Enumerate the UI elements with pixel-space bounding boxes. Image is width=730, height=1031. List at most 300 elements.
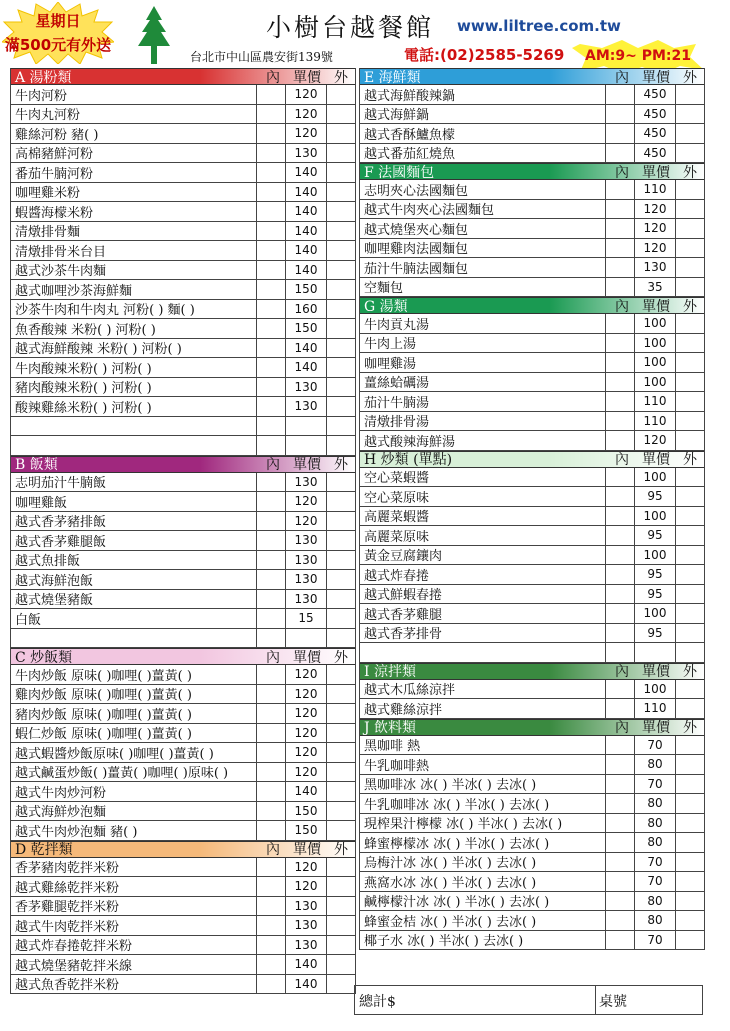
menu-item-row: [360, 258, 704, 278]
takeout-qty-cell[interactable]: [675, 180, 704, 199]
takeout-qty-cell[interactable]: [675, 736, 704, 755]
menu-item-price: [634, 643, 675, 662]
column-header-inner: 內: [615, 69, 629, 86]
hours-text: AM:9~ PM:21: [585, 48, 691, 64]
inner-qty-cell[interactable]: [605, 643, 634, 662]
inner-qty-cell[interactable]: [605, 526, 634, 545]
menu-item-row: [11, 802, 355, 822]
inner-qty-cell[interactable]: [256, 897, 285, 916]
column-header-inner: 內: [615, 164, 629, 181]
menu-item-price: 120: [634, 219, 675, 238]
menu-item-row: [11, 319, 355, 339]
inner-qty-cell[interactable]: [256, 492, 285, 511]
takeout-qty-cell[interactable]: [675, 911, 704, 930]
inner-qty-cell[interactable]: [256, 183, 285, 202]
menu-item-row: [360, 872, 704, 892]
menu-item-name: 越式酸辣海鮮湯: [364, 434, 456, 450]
inner-qty-cell[interactable]: [256, 590, 285, 609]
takeout-qty-cell[interactable]: [326, 665, 355, 684]
menu-item-row: [11, 570, 355, 590]
section-header-a: [11, 68, 355, 85]
inner-qty-cell[interactable]: [605, 585, 634, 604]
inner-qty-cell[interactable]: [605, 124, 634, 143]
takeout-qty-cell[interactable]: [675, 258, 704, 277]
menu-item-name: 志明茄汁牛腩飯: [15, 476, 107, 492]
inner-qty-cell[interactable]: [256, 378, 285, 397]
menu-item-price: 100: [634, 353, 675, 372]
takeout-qty-cell[interactable]: [675, 892, 704, 911]
takeout-qty-cell[interactable]: [326, 629, 355, 648]
menu-item-price: 140: [285, 782, 326, 801]
column-header-price: 單價: [293, 69, 321, 86]
menu-item-name: 黑咖啡 熱: [364, 739, 421, 755]
takeout-qty-cell[interactable]: [675, 353, 704, 372]
menu-item-price: 450: [634, 85, 675, 104]
inner-qty-cell[interactable]: [605, 565, 634, 584]
inner-qty-cell[interactable]: [256, 339, 285, 358]
menu-item-name: 越式炸春捲乾拌米粉: [15, 939, 133, 955]
takeout-qty-cell[interactable]: [326, 222, 355, 241]
takeout-qty-cell[interactable]: [326, 339, 355, 358]
column-header-inner: 內: [615, 452, 629, 468]
takeout-qty-cell[interactable]: [326, 975, 355, 994]
takeout-qty-cell[interactable]: [326, 144, 355, 163]
takeout-qty-cell[interactable]: [326, 183, 355, 202]
menu-item-row: [11, 821, 355, 841]
inner-qty-cell[interactable]: [605, 853, 634, 872]
inner-qty-cell[interactable]: [605, 144, 634, 163]
inner-qty-cell[interactable]: [605, 680, 634, 699]
menu-item-name: 現榨果汁檸檬 冰( ) 半冰( ) 去冰( ): [364, 817, 563, 833]
inner-qty-cell[interactable]: [605, 624, 634, 643]
inner-qty-cell[interactable]: [605, 258, 634, 277]
menu-item-price: 130: [285, 473, 326, 492]
inner-qty-cell[interactable]: [605, 412, 634, 431]
menu-item-row: [11, 609, 355, 629]
menu-item-row: [11, 436, 355, 456]
takeout-qty-cell[interactable]: [326, 936, 355, 955]
takeout-qty-cell[interactable]: [326, 397, 355, 416]
inner-qty-cell[interactable]: [605, 353, 634, 372]
section-header-b: [11, 456, 355, 473]
section-title: I 涼拌類: [364, 664, 416, 680]
takeout-qty-cell[interactable]: [326, 685, 355, 704]
inner-qty-cell[interactable]: [605, 487, 634, 506]
inner-qty-cell[interactable]: [256, 280, 285, 299]
inner-qty-cell[interactable]: [256, 163, 285, 182]
menu-item-price: 140: [285, 261, 326, 280]
takeout-qty-cell[interactable]: [675, 604, 704, 623]
section-title: H 炒類 (單點): [364, 452, 453, 468]
menu-item-row: [11, 877, 355, 897]
inner-qty-cell[interactable]: [605, 872, 634, 891]
menu-item-name: 豬肉酸辣米粉( ) 河粉( ): [15, 381, 152, 397]
total-label: 總計$: [359, 994, 396, 1010]
takeout-qty-cell[interactable]: [675, 833, 704, 852]
menu-item-price: 15: [285, 609, 326, 628]
menu-item-price: [285, 417, 326, 436]
menu-item-row: [11, 704, 355, 724]
takeout-qty-cell[interactable]: [675, 507, 704, 526]
inner-qty-cell[interactable]: [256, 821, 285, 840]
menu-item-name: 酸辣雞絲米粉( ) 河粉( ): [15, 400, 152, 416]
takeout-qty-cell[interactable]: [675, 699, 704, 718]
inner-qty-cell[interactable]: [605, 699, 634, 718]
menu-item-name: 白飯: [15, 612, 42, 628]
takeout-qty-cell[interactable]: [675, 392, 704, 411]
menu-item-name: 茄汁牛腩湯: [364, 395, 430, 411]
menu-item-name: 越式香酥鱸魚檬: [364, 127, 456, 143]
inner-qty-cell[interactable]: [256, 782, 285, 801]
menu-item-price: 120: [285, 685, 326, 704]
takeout-qty-cell[interactable]: [675, 200, 704, 219]
inner-qty-cell[interactable]: [256, 665, 285, 684]
inner-qty-cell[interactable]: [256, 724, 285, 743]
menu-item-name: 清燉排骨湯: [364, 415, 430, 431]
takeout-qty-cell[interactable]: [326, 609, 355, 628]
takeout-qty-cell[interactable]: [326, 821, 355, 840]
menu-item-price: 150: [285, 802, 326, 821]
takeout-qty-cell[interactable]: [675, 487, 704, 506]
menu-item-name: 鹹檸檬汁冰 冰( ) 半冰( ) 去冰( ): [364, 895, 550, 911]
takeout-qty-cell[interactable]: [675, 334, 704, 353]
takeout-qty-cell[interactable]: [326, 124, 355, 143]
inner-qty-cell[interactable]: [256, 512, 285, 531]
menu-item-name: 蝦醬海檬米粉: [15, 205, 94, 221]
menu-item-price: 70: [634, 931, 675, 950]
takeout-qty-cell[interactable]: [326, 85, 355, 104]
menu-item-price: 100: [634, 334, 675, 353]
menu-item-name: 雞絲河粉 豬( ): [15, 127, 99, 143]
takeout-qty-cell[interactable]: [326, 163, 355, 182]
column-header-takeout: 外: [334, 842, 348, 858]
inner-qty-cell[interactable]: [605, 85, 634, 104]
menu-item-row: [11, 665, 355, 685]
menu-item-price: 130: [285, 397, 326, 416]
menu-item-name: 咖哩雞飯: [15, 495, 68, 511]
takeout-qty-cell[interactable]: [326, 955, 355, 974]
inner-qty-cell[interactable]: [605, 314, 634, 333]
menu-item-price: 110: [634, 180, 675, 199]
menu-item-price: 95: [634, 487, 675, 506]
inner-qty-cell[interactable]: [256, 319, 285, 338]
inner-qty-cell[interactable]: [605, 775, 634, 794]
menu-item-name: 高麗菜原味: [364, 529, 430, 545]
inner-qty-cell[interactable]: [256, 704, 285, 723]
takeout-qty-cell[interactable]: [326, 570, 355, 589]
menu-item-price: 120: [634, 200, 675, 219]
takeout-qty-cell[interactable]: [675, 468, 704, 487]
menu-item-name: 空心菜蝦醬: [364, 471, 430, 487]
menu-item-name: 咖哩雞湯: [364, 356, 417, 372]
menu-item-row: [11, 473, 355, 493]
takeout-qty-cell[interactable]: [326, 724, 355, 743]
menu-item-price: 130: [285, 570, 326, 589]
inner-qty-cell[interactable]: [256, 261, 285, 280]
menu-item-name: 茄汁牛腩法國麵包: [364, 261, 469, 277]
inner-qty-cell[interactable]: [256, 144, 285, 163]
menu-item-name: 越式香茅排骨: [364, 627, 443, 643]
menu-item-row: [11, 782, 355, 802]
menu-item-price: 95: [634, 526, 675, 545]
menu-item-row: [360, 775, 704, 795]
menu-item-row: [11, 916, 355, 936]
inner-qty-cell[interactable]: [256, 417, 285, 436]
takeout-qty-cell[interactable]: [326, 551, 355, 570]
takeout-qty-cell[interactable]: [675, 931, 704, 950]
menu-item-price: 100: [634, 373, 675, 392]
takeout-qty-cell[interactable]: [675, 565, 704, 584]
takeout-qty-cell[interactable]: [675, 239, 704, 258]
inner-qty-cell[interactable]: [605, 755, 634, 774]
takeout-qty-cell[interactable]: [675, 853, 704, 872]
menu-item-name: 香茅雞腿乾拌米粉: [15, 900, 120, 916]
menu-item-price: 100: [634, 680, 675, 699]
takeout-qty-cell[interactable]: [675, 431, 704, 450]
section-title: E 海鮮類: [364, 69, 421, 86]
menu-item-name: 越式燒堡夾心麵包: [364, 222, 469, 238]
menu-item-row: [11, 531, 355, 551]
takeout-qty-cell[interactable]: [326, 704, 355, 723]
menu-item-name: 越式雞絲乾拌米粉: [15, 880, 120, 896]
section-header-j: [360, 719, 704, 736]
inner-qty-cell[interactable]: [256, 397, 285, 416]
inner-qty-cell[interactable]: [605, 431, 634, 450]
total-divider: [595, 986, 596, 1014]
inner-qty-cell[interactable]: [256, 743, 285, 762]
takeout-qty-cell[interactable]: [675, 526, 704, 545]
menu-item-price: 80: [634, 755, 675, 774]
takeout-qty-cell[interactable]: [326, 473, 355, 492]
takeout-qty-cell[interactable]: [326, 531, 355, 550]
menu-item-name: 蜂蜜金桔 冰( ) 半冰( ) 去冰( ): [364, 914, 537, 930]
takeout-qty-cell[interactable]: [675, 794, 704, 813]
inner-qty-cell[interactable]: [605, 736, 634, 755]
takeout-qty-cell[interactable]: [326, 280, 355, 299]
inner-qty-cell[interactable]: [605, 200, 634, 219]
inner-qty-cell[interactable]: [605, 546, 634, 565]
menu-item-name: 牛肉丸河粉: [15, 108, 81, 124]
takeout-qty-cell[interactable]: [675, 643, 704, 662]
takeout-qty-cell[interactable]: [326, 358, 355, 377]
inner-qty-cell[interactable]: [605, 507, 634, 526]
takeout-qty-cell[interactable]: [326, 436, 355, 455]
takeout-qty-cell[interactable]: [326, 763, 355, 782]
menu-item-row: [360, 239, 704, 259]
menu-item-price: 120: [285, 512, 326, 531]
inner-qty-cell[interactable]: [256, 763, 285, 782]
takeout-qty-cell[interactable]: [675, 219, 704, 238]
inner-qty-cell[interactable]: [256, 531, 285, 550]
inner-qty-cell[interactable]: [256, 685, 285, 704]
takeout-qty-cell[interactable]: [675, 585, 704, 604]
menu-item-row: [360, 585, 704, 605]
menu-item-price: 95: [634, 585, 675, 604]
section-header-h: [360, 451, 704, 468]
takeout-qty-cell[interactable]: [326, 590, 355, 609]
menu-item-row: [360, 833, 704, 853]
takeout-qty-cell[interactable]: [326, 417, 355, 436]
inner-qty-cell[interactable]: [256, 473, 285, 492]
inner-qty-cell[interactable]: [605, 105, 634, 124]
menu-item-name: 黑咖啡冰 冰( ) 半冰( ) 去冰( ): [364, 778, 537, 794]
menu-item-row: [360, 219, 704, 239]
inner-qty-cell[interactable]: [256, 609, 285, 628]
inner-qty-cell[interactable]: [605, 278, 634, 297]
menu-item-row: [360, 794, 704, 814]
column-header-price: 單價: [642, 298, 670, 315]
inner-qty-cell[interactable]: [256, 629, 285, 648]
menu-item-row: [11, 202, 355, 222]
table-number-label: 桌號: [599, 994, 627, 1010]
takeout-qty-cell[interactable]: [326, 492, 355, 511]
website-link[interactable]: www.liltree.com.tw: [457, 17, 621, 35]
menu-item-price: 100: [634, 546, 675, 565]
menu-item-price: 450: [634, 144, 675, 163]
takeout-qty-cell[interactable]: [675, 546, 704, 565]
takeout-qty-cell[interactable]: [675, 105, 704, 124]
menu-item-row: [360, 314, 704, 334]
phone: 電話:(02)2585-5269: [404, 46, 565, 64]
menu-item-name: 清燉排骨麵: [15, 225, 81, 241]
menu-item-row: [360, 180, 704, 200]
inner-qty-cell[interactable]: [256, 877, 285, 896]
menu-item-name: 志明夾心法國麵包: [364, 183, 469, 199]
inner-qty-cell[interactable]: [605, 334, 634, 353]
takeout-qty-cell[interactable]: [326, 241, 355, 260]
menu-item-row: [360, 892, 704, 912]
inner-qty-cell[interactable]: [605, 833, 634, 852]
takeout-qty-cell[interactable]: [326, 877, 355, 896]
takeout-qty-cell[interactable]: [675, 373, 704, 392]
inner-qty-cell[interactable]: [256, 916, 285, 935]
takeout-qty-cell[interactable]: [675, 624, 704, 643]
column-header-takeout: 外: [683, 720, 697, 736]
inner-qty-cell[interactable]: [256, 551, 285, 570]
menu-item-name: 越式番茄紅燒魚: [364, 147, 456, 163]
menu-item-price: 70: [634, 872, 675, 891]
inner-qty-cell[interactable]: [256, 241, 285, 260]
menu-item-row: [360, 546, 704, 566]
takeout-qty-cell[interactable]: [326, 300, 355, 319]
inner-qty-cell[interactable]: [605, 911, 634, 930]
inner-qty-cell[interactable]: [605, 931, 634, 950]
inner-qty-cell[interactable]: [256, 955, 285, 974]
inner-qty-cell[interactable]: [605, 794, 634, 813]
takeout-qty-cell[interactable]: [326, 743, 355, 762]
inner-qty-cell[interactable]: [605, 892, 634, 911]
menu-item-row: [360, 392, 704, 412]
inner-qty-cell[interactable]: [256, 222, 285, 241]
takeout-qty-cell[interactable]: [675, 85, 704, 104]
inner-qty-cell[interactable]: [256, 358, 285, 377]
takeout-qty-cell[interactable]: [326, 378, 355, 397]
column-header-price: 單價: [642, 69, 670, 86]
menu-item-price: 150: [285, 319, 326, 338]
takeout-qty-cell[interactable]: [675, 412, 704, 431]
takeout-qty-cell[interactable]: [326, 802, 355, 821]
inner-qty-cell[interactable]: [256, 436, 285, 455]
takeout-qty-cell[interactable]: [326, 858, 355, 877]
section-title: J 飲料類: [364, 720, 417, 736]
takeout-qty-cell[interactable]: [326, 261, 355, 280]
takeout-qty-cell[interactable]: [675, 814, 704, 833]
takeout-qty-cell[interactable]: [675, 124, 704, 143]
takeout-qty-cell[interactable]: [326, 105, 355, 124]
menu-item-row: [11, 280, 355, 300]
inner-qty-cell[interactable]: [256, 85, 285, 104]
menu-item-name: 越式鮮蝦春捲: [364, 588, 443, 604]
inner-qty-cell[interactable]: [256, 570, 285, 589]
inner-qty-cell[interactable]: [256, 858, 285, 877]
inner-qty-cell[interactable]: [605, 239, 634, 258]
menu-item-name: 越式燒堡豬飯: [15, 593, 94, 609]
menu-item-name: 燕窩水冰 冰( ) 半冰( ) 去冰( ): [364, 875, 537, 891]
takeout-qty-cell[interactable]: [675, 278, 704, 297]
menu-item-name: 豬肉炒飯 原味( )咖哩( )薑黃( ): [15, 707, 192, 723]
menu-item-name: 牛肉河粉: [15, 88, 68, 104]
menu-item-name: 越式海鮮鍋: [364, 108, 430, 124]
menu-item-name: 越式香茅雞腿: [364, 607, 443, 623]
inner-qty-cell[interactable]: [605, 373, 634, 392]
takeout-qty-cell[interactable]: [326, 512, 355, 531]
menu-item-row: [360, 373, 704, 393]
takeout-qty-cell[interactable]: [675, 755, 704, 774]
takeout-qty-cell[interactable]: [675, 775, 704, 794]
menu-item-name: 越式魚香乾拌米粉: [15, 978, 120, 994]
menu-item-row: [11, 241, 355, 261]
takeout-qty-cell[interactable]: [326, 319, 355, 338]
inner-qty-cell[interactable]: [605, 468, 634, 487]
menu-item-price: 95: [634, 565, 675, 584]
inner-qty-cell[interactable]: [605, 604, 634, 623]
menu-item-row: [11, 685, 355, 705]
takeout-qty-cell[interactable]: [326, 916, 355, 935]
menu-item-price: 120: [285, 743, 326, 762]
menu-item-row: [360, 699, 704, 719]
menu-item-name: 牛肉上湯: [364, 337, 417, 353]
shop-name: 小樹台越餐館: [266, 13, 435, 42]
section-header-i: [360, 663, 704, 680]
takeout-qty-cell[interactable]: [326, 782, 355, 801]
menu-item-row: [11, 590, 355, 610]
takeout-qty-cell[interactable]: [675, 872, 704, 891]
column-header-price: 單價: [642, 664, 670, 680]
inner-qty-cell[interactable]: [605, 219, 634, 238]
inner-qty-cell[interactable]: [256, 202, 285, 221]
inner-qty-cell[interactable]: [605, 392, 634, 411]
takeout-qty-cell[interactable]: [675, 680, 704, 699]
takeout-qty-cell[interactable]: [675, 314, 704, 333]
takeout-qty-cell[interactable]: [326, 897, 355, 916]
takeout-qty-cell[interactable]: [326, 202, 355, 221]
inner-qty-cell[interactable]: [605, 814, 634, 833]
takeout-qty-cell[interactable]: [675, 144, 704, 163]
inner-qty-cell[interactable]: [256, 124, 285, 143]
inner-qty-cell[interactable]: [605, 180, 634, 199]
menu-item-row: [360, 468, 704, 488]
menu-item-price: 70: [634, 775, 675, 794]
menu-item-row: [11, 222, 355, 242]
menu-item-price: 80: [634, 794, 675, 813]
inner-qty-cell[interactable]: [256, 975, 285, 994]
inner-qty-cell[interactable]: [256, 936, 285, 955]
menu-item-name: 蜂蜜檸檬冰 冰( ) 半冰( ) 去冰( ): [364, 836, 550, 852]
menu-item-row: [360, 278, 704, 298]
inner-qty-cell[interactable]: [256, 802, 285, 821]
inner-qty-cell[interactable]: [256, 300, 285, 319]
inner-qty-cell[interactable]: [256, 105, 285, 124]
